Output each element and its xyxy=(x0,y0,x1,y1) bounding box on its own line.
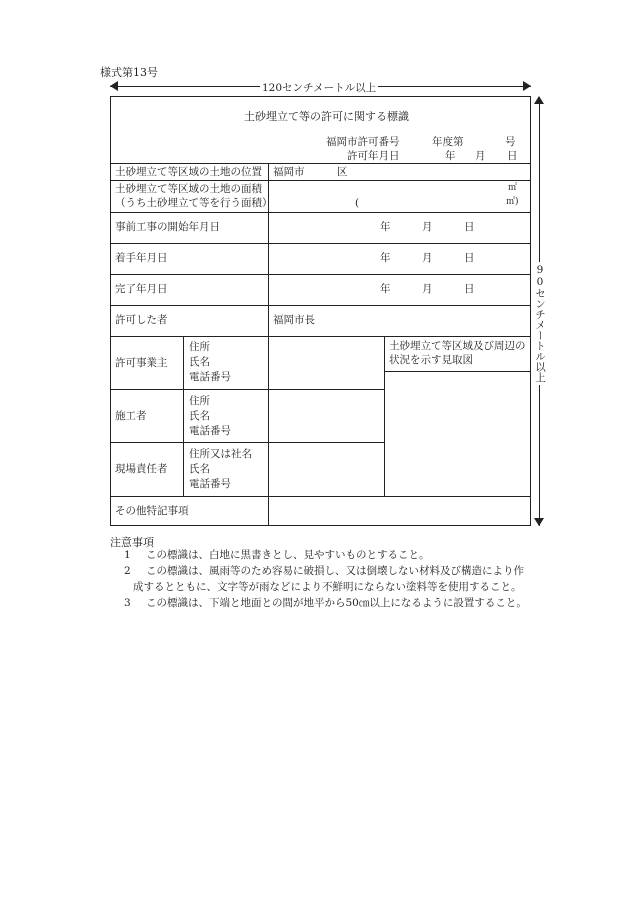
contractor-label: 施工者 xyxy=(115,410,147,422)
ward-label: 区 xyxy=(337,166,348,178)
row-divider xyxy=(110,163,531,164)
arrow-up-icon xyxy=(534,96,544,104)
completion-month: 月 xyxy=(422,283,433,295)
column-divider xyxy=(384,336,385,496)
permit-number-label: 福岡市許可番号 xyxy=(326,136,400,148)
permit-date-year: 年 xyxy=(445,150,456,162)
row-divider xyxy=(110,442,384,443)
row-divider xyxy=(110,389,384,390)
row-divider xyxy=(110,336,531,337)
column-divider xyxy=(183,336,184,496)
start-day: 日 xyxy=(464,252,475,264)
site-manager-address-label: 住所又は社名 xyxy=(189,448,252,460)
pre-work-year: 年 xyxy=(380,221,391,233)
permit-date-month: 月 xyxy=(475,150,486,162)
site-manager-phone-label: 電話番号 xyxy=(189,478,231,490)
permitter-label: 許可した者 xyxy=(115,314,168,326)
start-year: 年 xyxy=(380,252,391,264)
completion-year: 年 xyxy=(380,283,391,295)
area-unit: ㎡ xyxy=(508,183,518,193)
fill-area-paren-open: ( xyxy=(355,197,360,209)
column-divider xyxy=(268,163,269,526)
fill-area-unit: ㎡) xyxy=(506,197,519,207)
other-notes-label: その他特記事項 xyxy=(115,505,189,517)
sign-title: 土砂埋立て等の許可に関する標識 xyxy=(244,110,409,123)
notes-title: 注意事項 xyxy=(110,536,154,549)
permitter-value: 福岡市長 xyxy=(273,314,315,326)
height-dimension-label: 90センチメートル以上 xyxy=(534,264,546,383)
row-divider xyxy=(110,274,531,275)
land-area-label: 土砂埋立て等区域の土地の面積 xyxy=(115,183,262,195)
note-3-text: この標識は、下端と地面との間が地平から50㎝以上になるように設置すること。 xyxy=(146,597,527,609)
row-divider xyxy=(110,305,531,306)
city-name: 福岡市 xyxy=(273,166,305,178)
note-2-number: 2 xyxy=(124,565,131,577)
arrow-down-icon xyxy=(534,518,544,526)
map-label-line1: 土砂埋立て等区域及び周辺の xyxy=(389,340,526,352)
permit-holder-address-label: 住所 xyxy=(189,341,210,353)
site-manager-label: 現場責任者 xyxy=(115,463,168,475)
pre-work-month: 月 xyxy=(422,221,433,233)
note-1-number: 1 xyxy=(124,549,131,561)
contractor-address-label: 住所 xyxy=(189,395,210,407)
map-label-line2: 状況を示す見取図 xyxy=(389,354,473,366)
permit-date-day: 日 xyxy=(507,150,518,162)
row-divider xyxy=(110,496,531,497)
contractor-phone-label: 電話番号 xyxy=(189,425,231,437)
contractor-name-label: 氏名 xyxy=(189,410,210,422)
note-1-text: この標識は、白地に黒書きとし、見やすいものとすること。 xyxy=(146,549,430,561)
row-divider xyxy=(384,371,531,372)
fill-area-label: （うち土砂埋立て等を行う面積） xyxy=(115,197,273,209)
permit-holder-name-label: 氏名 xyxy=(189,356,210,368)
note-2-text: この標識は、風雨等のため容易に破損し、又は倒壊しない材料及び構造により作 xyxy=(146,565,524,577)
row-divider xyxy=(110,180,531,181)
site-manager-name-label: 氏名 xyxy=(189,463,210,475)
pre-work-start-label: 事前工事の開始年月日 xyxy=(115,221,220,233)
number-suffix: 号 xyxy=(505,136,516,148)
pre-work-day: 日 xyxy=(464,221,475,233)
start-month: 月 xyxy=(422,252,433,264)
form-number: 様式第13号 xyxy=(100,66,158,79)
row-divider xyxy=(110,243,531,244)
note-3-number: 3 xyxy=(124,597,131,609)
arrow-right-icon xyxy=(523,81,531,91)
sign-frame xyxy=(110,96,531,526)
fiscal-year-label: 年度第 xyxy=(432,136,464,148)
note-2-continuation: 成するとともに、文字等が雨などにより不鮮明にならない塗料等を使用すること。 xyxy=(133,581,522,593)
arrow-left-icon xyxy=(110,81,118,91)
permit-holder-phone-label: 電話番号 xyxy=(189,371,231,383)
land-location-label: 土砂埋立て等区域の土地の位置 xyxy=(115,166,262,178)
start-date-label: 着手年月日 xyxy=(115,252,168,264)
permit-holder-label: 許可事業主 xyxy=(115,357,168,369)
completion-day: 日 xyxy=(464,283,475,295)
permit-date-label: 許可年月日 xyxy=(347,150,400,162)
completion-date-label: 完了年月日 xyxy=(115,283,168,295)
width-dimension-label: 120センチメートル以上 xyxy=(262,82,377,94)
row-divider xyxy=(110,212,531,213)
